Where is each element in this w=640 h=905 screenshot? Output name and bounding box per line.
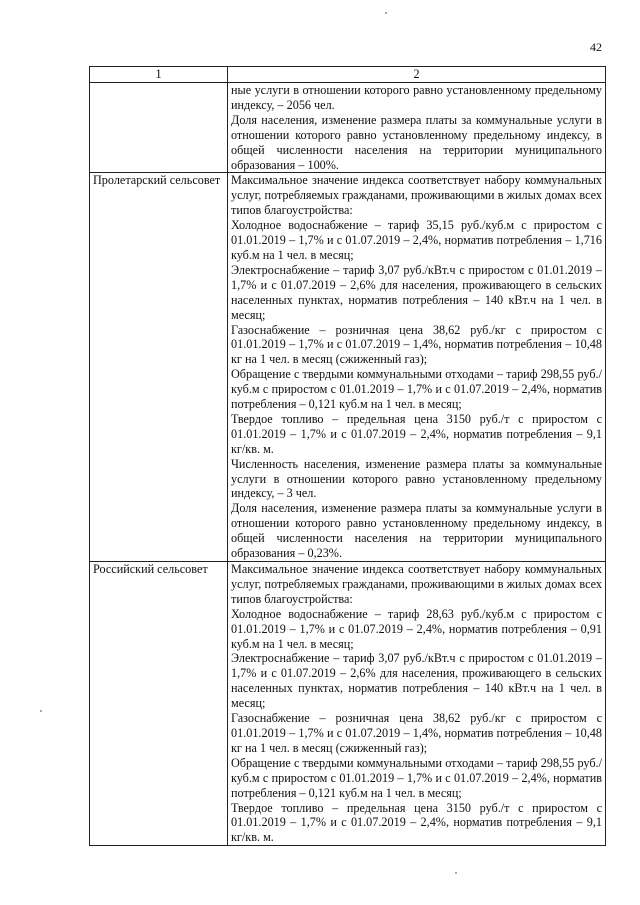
scan-artifact: [385, 12, 387, 14]
description-paragraph: Холодное водоснабжение – тариф 35,15 руб./куб.м с приростом с 01.01.2019 – 1,7% и с 01.07.2019 – 2,4%, норматив потребления – 1,716 куб.м на 1 чел. в месяц;: [231, 218, 602, 262]
description-paragraph: Максимальное значение индекса соответствует набору коммунальных услуг, потребляемых гражданами, проживающими в жилых домах всех типов благоустройства:: [231, 562, 602, 606]
column-header-2: 2: [228, 67, 606, 83]
municipality-name-cell: Пролетарский сельсовет: [90, 173, 228, 562]
description-paragraph: Численность населения, изменение размера платы за коммунальные услуги в отношении которого равно установленному предельному индексу, – 3 чел.: [231, 456, 602, 501]
description-paragraph: Максимальное значение индекса соответствует набору коммунальных услуг, потребляемых гражданами, проживающими в жилых домах всех типов благоустройства:: [231, 173, 602, 218]
table-header-row: [90, 67, 606, 83]
description-paragraph: Газоснабжение – розничная цена 38,62 руб./кг с приростом с 01.01.2019 – 1,7% и с 01.07.2019 – 1,4%, норматив потребления – 10,48 кг на 1 чел. в месяц (сжиженный газ);: [231, 711, 602, 755]
column-header-1: 1: [90, 67, 228, 83]
description-paragraph: Доля населения, изменение размера платы за коммунальные услуги в отношении которого равно установленному предельному индексу, в общей численности населения на территории муниципального образования – 100%.: [231, 112, 602, 172]
description-paragraph: Холодное водоснабжение – тариф 28,63 руб./куб.м с приростом с 01.01.2019 – 1,7% и с 01.07.2019 – 2,4%, норматив потребления – 0,91 куб.м на 1 чел. в месяц;: [231, 606, 602, 651]
description-paragraph: Электроснабжение – тариф 3,07 руб./кВт.ч с приростом с 01.01.2019 – 1,7% и с 01.07.2019 – 2,6% для населения, проживающего в сельских населенных пунктах, норматив потребления – 140 кВт.ч на 1 чел. в месяц;: [231, 262, 602, 322]
table-row: [90, 83, 606, 173]
description-paragraph: Электроснабжение – тариф 3,07 руб./кВт.ч с приростом с 01.01.2019 – 1,7% и с 01.07.2019 – 2,6% для населения, проживающего в сельских населенных пунктах, норматив потребления – 140 кВт.ч на 1 чел. в месяц;: [231, 651, 602, 711]
description-paragraph: Твердое топливо – предельная цена 3150 руб./т с приростом с 01.01.2019 – 1,7% и с 01.07.2019 – 2,4%, норматив потребления – 9,1 кг/кв. м.: [231, 411, 602, 456]
table-row: [90, 173, 606, 562]
scan-artifact: [40, 710, 42, 712]
municipal-index-table: [89, 66, 606, 846]
index-description-cell: [228, 562, 606, 846]
table-row: [90, 562, 606, 846]
municipality-name-cell: [90, 83, 228, 173]
index-description-cell: [228, 83, 606, 173]
description-paragraph: Твердое топливо – предельная цена 3150 руб./т с приростом с 01.01.2019 – 1,7% и с 01.07.2019 – 2,4%, норматив потребления – 9,1 кг/кв. м.: [231, 800, 602, 845]
municipality-name-cell: Российский сельсовет: [90, 562, 228, 846]
index-description-cell: [228, 173, 606, 562]
description-paragraph: ные услуги в отношении которого равно установленному предельному индексу, – 2056 чел.: [231, 83, 602, 112]
page-number: 42: [590, 40, 602, 54]
description-paragraph: Обращение с твердыми коммунальными отходами – тариф 298,55 руб./куб.м с приростом с 01.01.2019 – 1,7% и с 01.07.2019 – 2,4%, норматив потребления – 0,121 куб.м на 1 чел. в месяц;: [231, 755, 602, 800]
description-paragraph: Доля населения, изменение размера платы за коммунальные услуги в отношении которого равно установленному предельному индексу, в общей численности населения на территории муниципального образования – 0,23%.: [231, 501, 602, 561]
description-paragraph: Газоснабжение – розничная цена 38,62 руб./кг с приростом с 01.01.2019 – 1,7% и с 01.07.2019 – 1,4%, норматив потребления – 10,48 кг на 1 чел. в месяц (сжиженный газ);: [231, 322, 602, 367]
scan-artifact: [455, 872, 457, 874]
description-paragraph: Обращение с твердыми коммунальными отходами – тариф 298,55 руб./куб.м с приростом с 01.01.2019 – 1,7% и с 01.07.2019 – 2,4%, норматив потребления – 0,121 куб.м на 1 чел. в месяц;: [231, 367, 602, 412]
